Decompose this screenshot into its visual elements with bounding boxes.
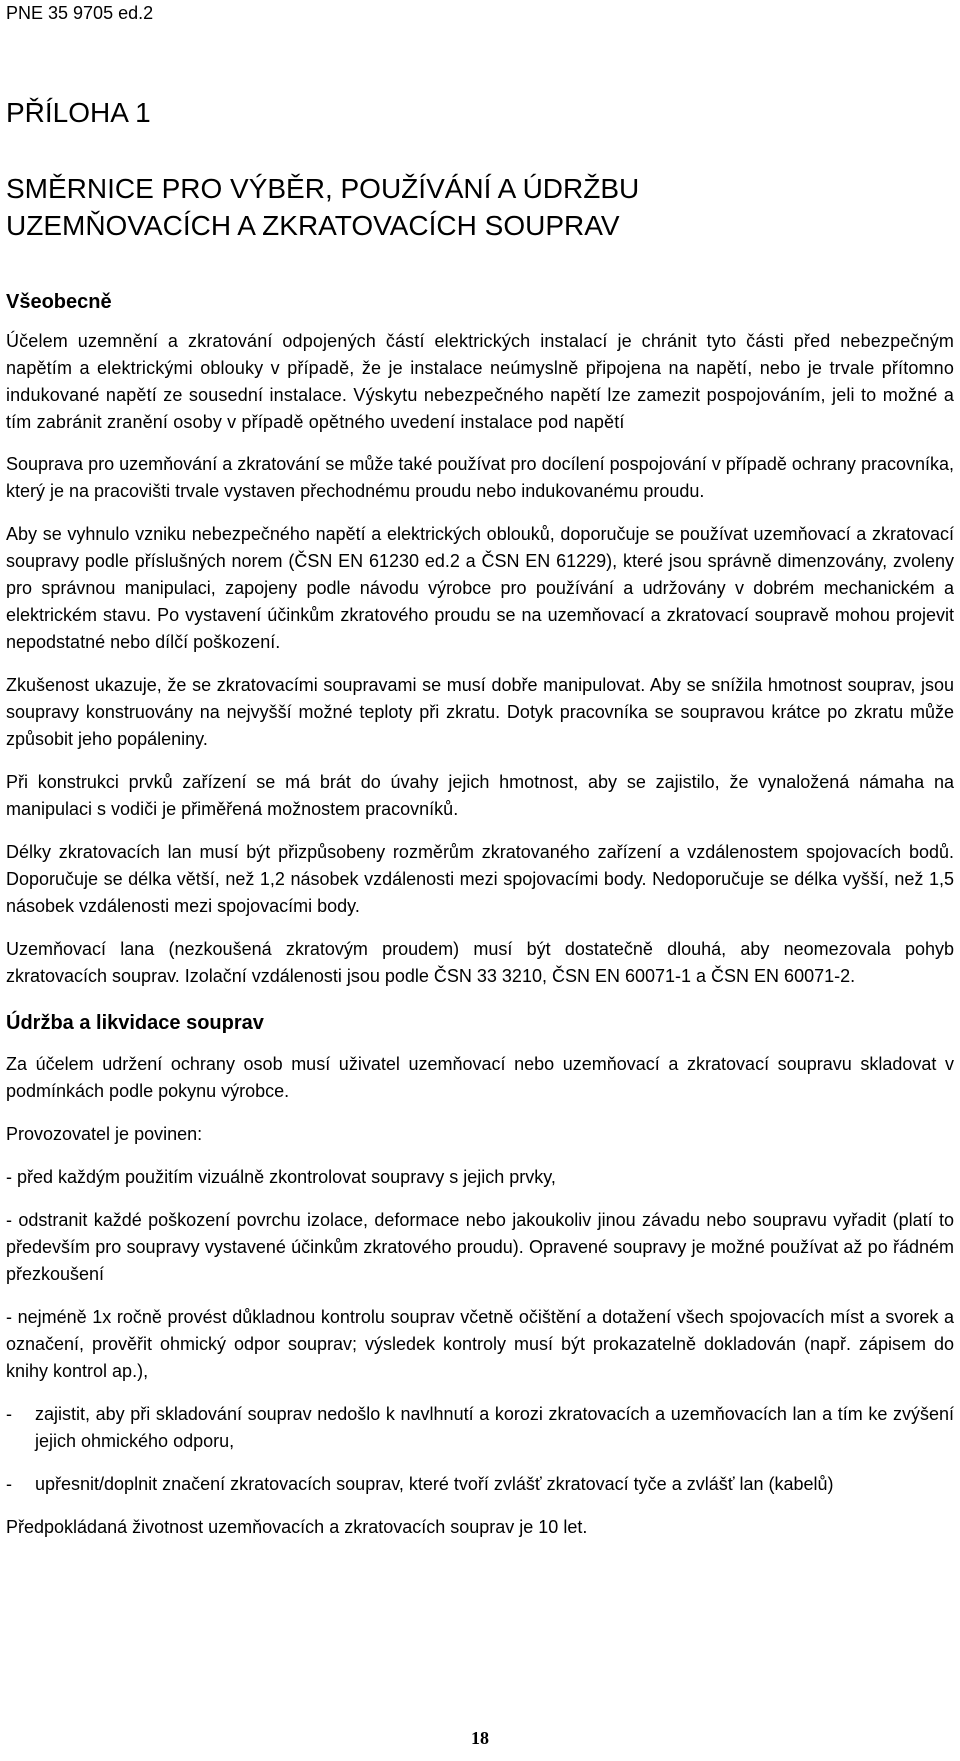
list-item-text: upřesnit/doplnit značení zkratovacích souprav, které tvoří zvlášť zkratovací tyče a zvlášť lan (kabelů) [35, 1474, 834, 1494]
list-item [6, 1401, 954, 1455]
paragraph-handling: Zkušenost ukazuje, že se zkratovacími soupravami se musí dobře manipulovat. Aby se snížila hmotnost souprav, jsou soupravy konstruovány na nejvyšší možné teploty při zkratu. Dotyk pracovníka se soupravou krátce po zkratu může způsobit jeho popáleniny. [6, 675, 954, 749]
paragraph-earthing-cables: Uzemňovací lana (nezkoušená zkratovým proudem) musí být dostatečně dlouhá, aby neomezovala pohyb zkratovacích souprav. Izolační vzdálenosti jsou podle ČSN 33 3210, ČSN EN 60071-1 a ČSN EN 60071-2. [6, 939, 954, 986]
list-item: - před každým použitím vizuálně zkontrolovat soupravy s jejich prvky, [6, 1167, 556, 1187]
document-code: PNE 35 9705 ed.2 [6, 3, 154, 23]
list-item-text: zajistit, aby při skladování souprav nedošlo k navlhnutí a korozi zkratovacích a uzemňovacích lan a tím ke zvýšení jejich ohmického odporu, [35, 1404, 954, 1451]
paragraph-operator-duty: Provozovatel je povinen: [6, 1124, 203, 1144]
paragraph-weight: Při konstrukci prvků zařízení se má brát do úvahy jejich hmotnost, aby se zajistilo, že vynaložená námaha na manipulaci s vodiči je přiměřená možnostem pracovníků. [6, 772, 954, 819]
main-title-line-1: SMĚRNICE PRO VÝBĚR, POUŽÍVÁNÍ A ÚDRŽBU [6, 173, 640, 204]
list-dash: - [6, 1474, 12, 1494]
paragraph-bonding: Souprava pro uzemňování a zkratování se může také používat pro docílení pospojování v případě ochrany pracovníka, který je na pracovišti trvale vystaven přechodnému proudu nebo indukovanému proudu. [6, 454, 954, 501]
list-item [6, 1471, 954, 1498]
paragraph-standards: Aby se vyhnulo vzniku nebezpečného napětí a elektrických oblouků, doporučuje se používat uzemňovací a zkratovací soupravy podle příslušných norem (ČSN EN 61230 ed.2 a ČSN EN 61229), které jsou správně dimenzovány, zvoleny pro správnou manipulaci, zapojeny podle návodu výrobce pro používání a udržovány v dobrém mechanickém a elektrickém stavu. Po vystavení účinkům zkratového proudu se na uzemňovací a zkratovací soupravě mohou projevit nepodstatné nebo dílčí poškození. [6, 524, 954, 652]
paragraph-storage: Za účelem udržení ochrany osob musí uživatel uzemňovací nebo uzemňovací a zkratovací soupravu skladovat v podmínkách podle pokynu výrobce. [6, 1054, 954, 1101]
paragraph-lifetime: Předpokládaná životnost uzemňovacích a zkratovacích souprav je 10 let. [6, 1517, 588, 1537]
section-heading-maintenance: Údržba a likvidace souprav [6, 1012, 264, 1034]
list-dash: - [6, 1404, 12, 1424]
section-heading-general: Všeobecně [6, 291, 112, 313]
main-title-line-2: UZEMŇOVACÍCH A ZKRATOVACÍCH SOUPRAV [6, 210, 620, 241]
page-number: 18 [471, 1728, 489, 1748]
annex-title: PŘÍLOHA 1 [6, 97, 151, 128]
main-title [6, 170, 639, 244]
document-body [6, 290, 954, 1557]
operator-duties-list [6, 1164, 954, 1498]
paragraph-cable-length: Délky zkratovacích lan musí být přizpůsobeny rozměrům zkratovaného zařízení a vzdálenostem spojovacích bodů. Doporučuje se délka větší, než 1,2 násobek vzdálenosti mezi spojovacími body. Nedoporučuje se délka vyšší, než 1,5 násobek vzdálenosti mezi spojovacími body. [6, 842, 954, 916]
list-item: - odstranit každé poškození povrchu izolace, deformace nebo jakoukoliv jinou závadu nebo soupravu vyřadit (platí to především pro soupravy vystavené účinkům zkratového proudu). Opravené soupravy je možné používat až po řádném přezkoušení [6, 1210, 954, 1284]
paragraph-purpose: Účelem uzemnění a zkratování odpojených částí elektrických instalací je chránit tyto části před nebezpečným napětím a elektrickými oblouky v případě, že je instalace neúmyslně připojena na napětí, nebo je trvale přítomno indukované napětí ze sousední instalace. Výskytu nebezpečného napětí lze zamezit pospojováním, jeli to možné a tím zabránit zranění osoby v případě opětného uvedení instalace pod napětí [6, 331, 954, 432]
list-item: - nejméně 1x ročně provést důkladnou kontrolu souprav včetně očištění a dotažení všech spojovacích míst a svorek a označení, prověřit ohmický odpor souprav; výsledek kontroly musí být prokazatelně dokladován (např. zápisem do knihy kontrol ap.), [6, 1307, 954, 1381]
